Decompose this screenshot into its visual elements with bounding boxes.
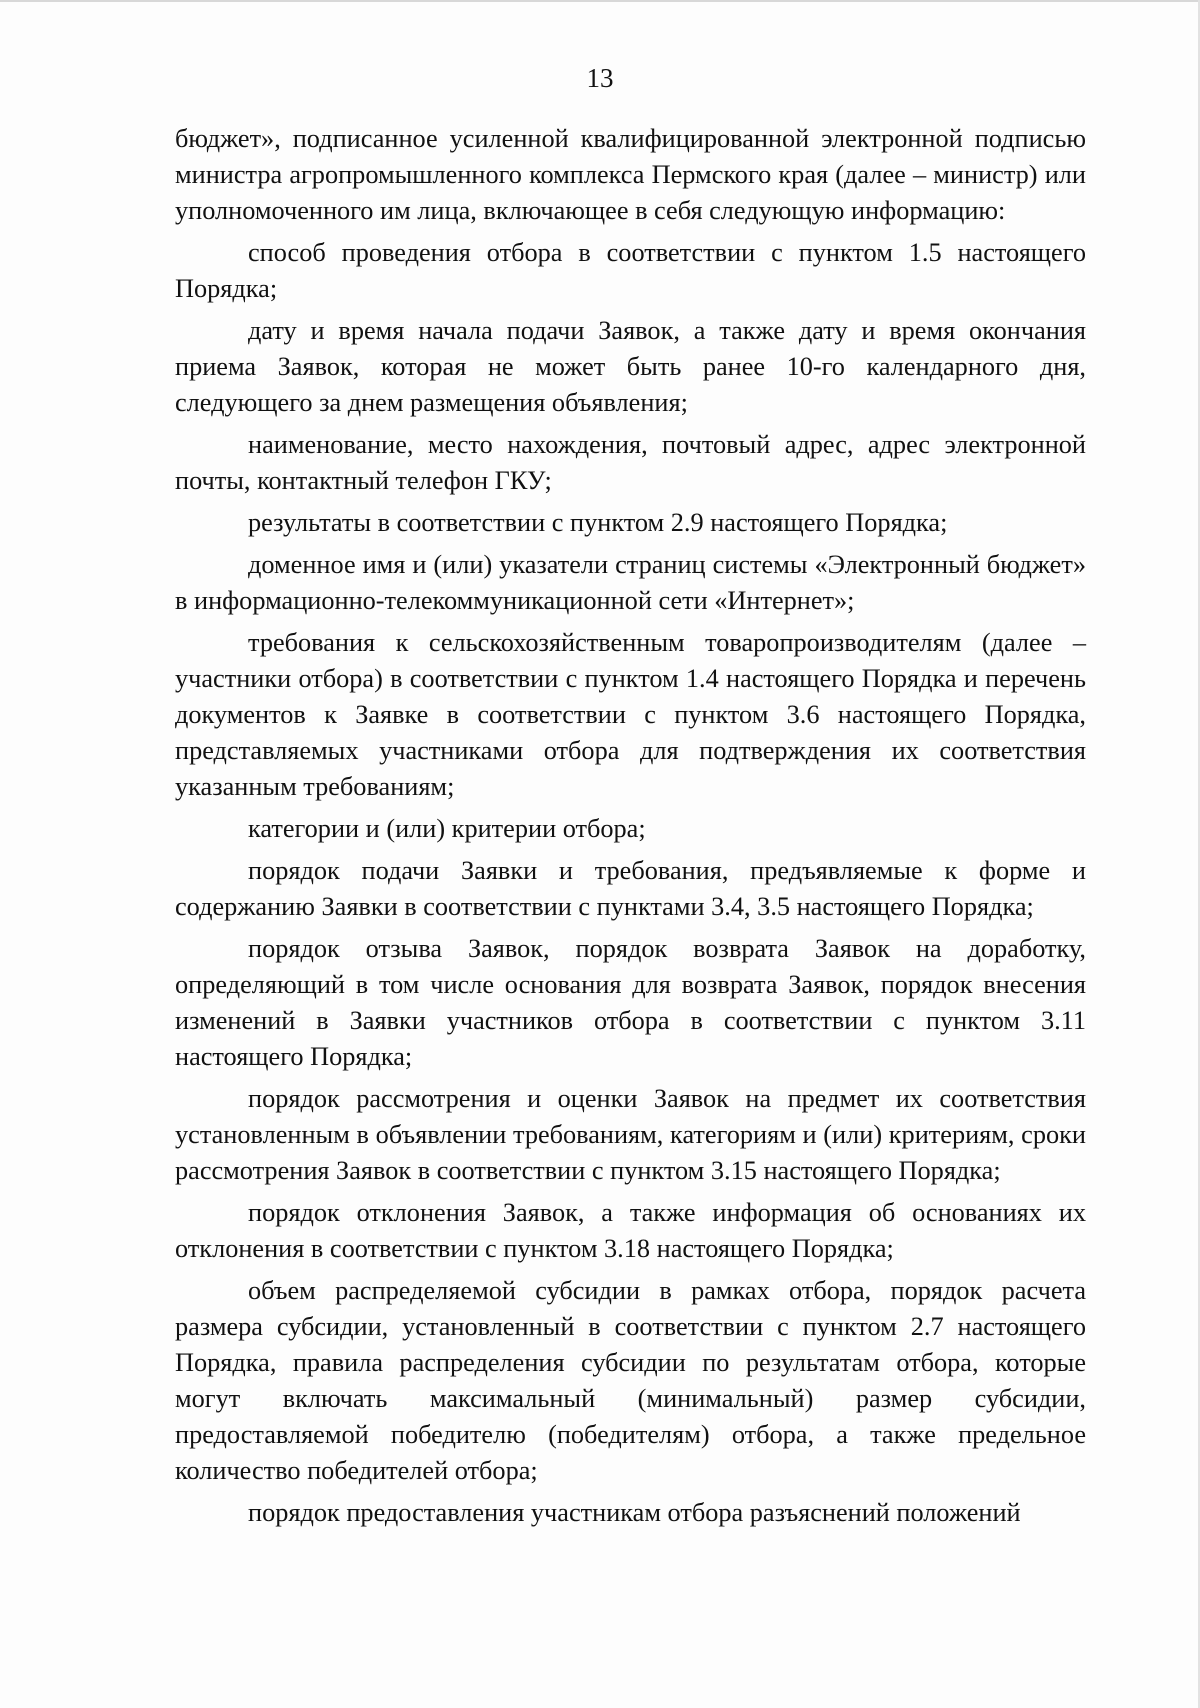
scan-edge-top (0, 0, 1200, 2)
paragraph-rejection-procedure: порядок отклонения Заявок, а также информация об основаниях их отклонения в соответствии с пунктом 3.18 настоящего Порядка; (175, 1198, 1086, 1263)
paragraph-subsidy-volume: объем распределяемой субсидии в рамках отбора, порядок расчета размера субсидии, установленный в соответствии с пунктом 2.7 настоящего Порядка, правила распределения субсидии по результатам отбора, которые могут включать максимальный (минимальный) размер субсидии, предоставляемой победителю (победителям) отбора, а также предельное количество победителей отбора; (175, 1276, 1086, 1485)
paragraph-selection-criteria: категории и (или) критерии отбора; (248, 814, 646, 843)
paragraph-application-dates: дату и время начала подачи Заявок, а также дату и время окончания приема Заявок, которая не может быть ранее 10-го календарного дня, следующего за днем размещения объявления; (175, 316, 1086, 417)
paragraph-withdrawal-procedure: порядок отзыва Заявок, порядок возврата Заявок на доработку, определяющий в том числе основания для возврата Заявок, порядок внесения изменений в Заявки участников отбора в соответствии с пунктом 3.11 настоящего Порядка; (175, 934, 1086, 1071)
paragraph-review-procedure: порядок рассмотрения и оценки Заявок на предмет их соответствия установленным в объявлении требованиям, категориям и (или) критериям, сроки рассмотрения Заявок в соответствии с пунктом 3.15 настоящего Порядка; (175, 1084, 1086, 1185)
paragraph-selection-method: способ проведения отбора в соответствии с пунктом 1.5 настоящего Порядка; (175, 238, 1086, 303)
page-number: 13 (586, 63, 614, 93)
paragraph-clarifications: порядок предоставления участникам отбора разъяснений положений (248, 1498, 1021, 1527)
paragraph-submission-procedure: порядок подачи Заявки и требования, предъявляемые к форме и содержанию Заявки в соответствии с пунктами 3.4, 3.5 настоящего Порядка; (175, 856, 1086, 921)
paragraph-continuation: бюджет», подписанное усиленной квалифицированной электронной подписью министра агропромышленного комплекса Пермского края (далее – министр) или уполномоченного им лица, включающее в себя следующую информацию: (175, 124, 1086, 225)
paragraph-participant-requirements: требования к сельскохозяйственным товаропроизводителям (далее – участники отбора) в соответствии с пунктом 1.4 настоящего Порядка и перечень документов к Заявке в соответствии с пунктом 3.6 настоящего Порядка, представляемых участниками отбора для подтверждения их соответствия указанным требованиям; (175, 628, 1086, 801)
paragraph-contact-info: наименование, место нахождения, почтовый адрес, адрес электронной почты, контактный телефон ГКУ; (175, 430, 1086, 495)
document-body (175, 121, 1086, 1537)
paragraph-results: результаты в соответствии с пунктом 2.9 настоящего Порядка; (248, 508, 948, 537)
paragraph-domain-name: доменное имя и (или) указатели страниц системы «Электронный бюджет» в информационно-телекоммуникационной сети «Интернет»; (175, 550, 1086, 615)
